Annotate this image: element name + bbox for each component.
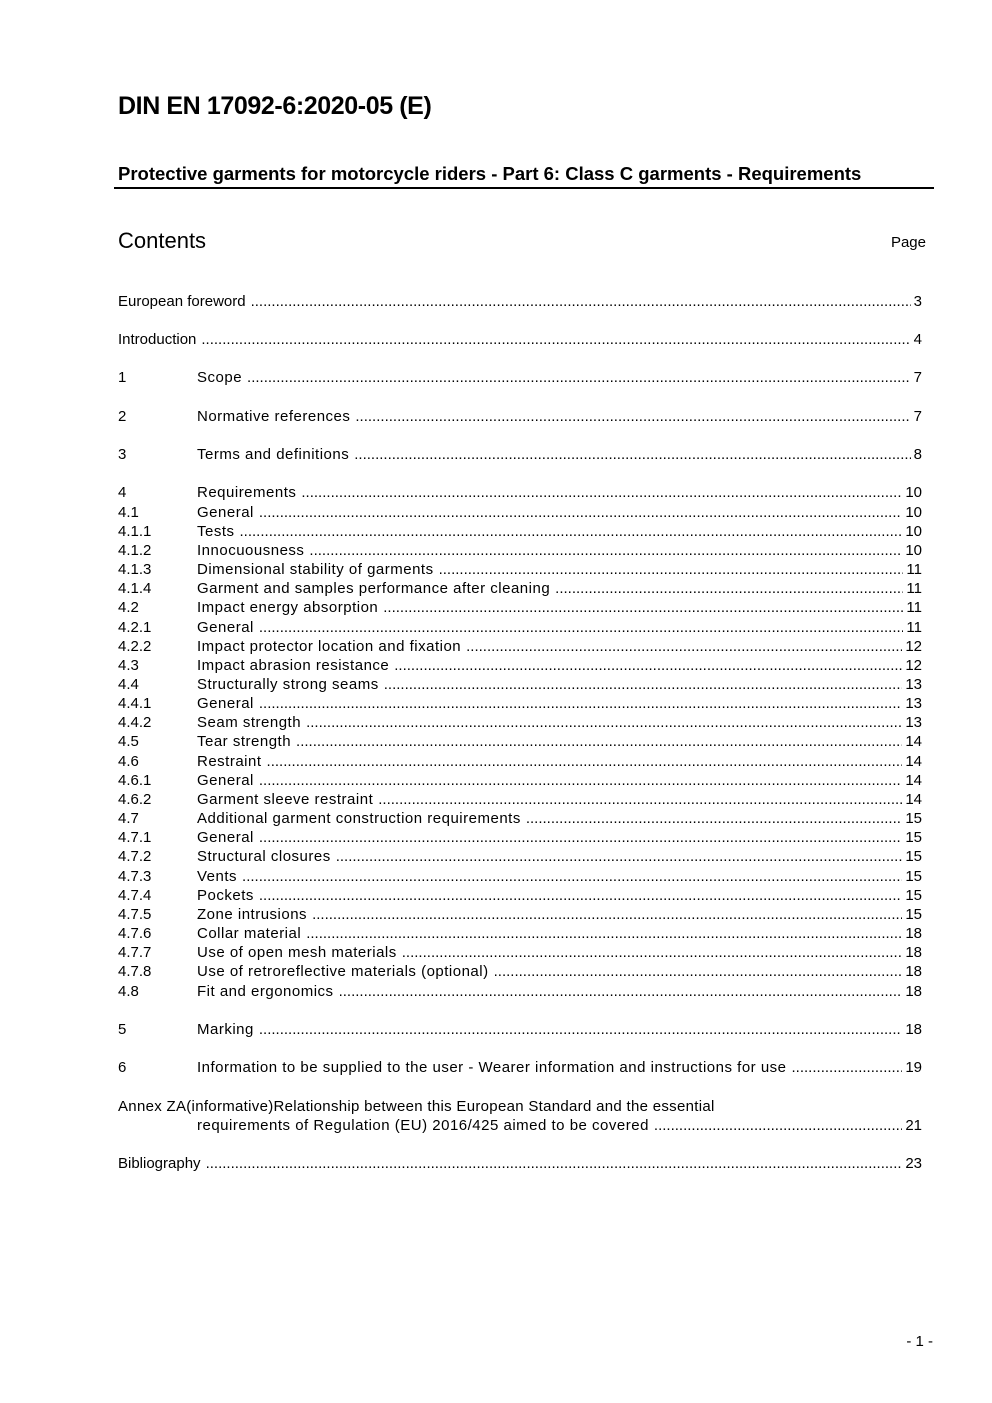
toc-entry-page: 10 bbox=[905, 504, 922, 521]
toc-entry-page: 19 bbox=[905, 1059, 922, 1076]
toc-entry-page: 18 bbox=[905, 983, 922, 1000]
toc-entry-number: 1 bbox=[118, 369, 127, 386]
dot-leader bbox=[259, 1020, 902, 1039]
toc-entry[interactable] bbox=[118, 867, 922, 886]
page-number: - 1 - bbox=[906, 1333, 933, 1350]
toc-entry-page: 10 bbox=[905, 542, 922, 559]
dot-leader bbox=[526, 809, 902, 828]
dot-leader bbox=[402, 943, 903, 962]
dot-leader bbox=[259, 886, 902, 905]
toc-entry-number: 4.4.2 bbox=[118, 714, 152, 731]
toc-entry-page: 15 bbox=[905, 906, 922, 923]
toc-entry-title: Structural closures bbox=[197, 848, 331, 865]
toc-entry-page: 3 bbox=[913, 293, 922, 310]
toc-entry-number: 4.7.3 bbox=[118, 868, 152, 885]
toc-entry-page: 15 bbox=[905, 868, 922, 885]
dot-leader bbox=[306, 924, 902, 943]
toc-entry-title: Information to be supplied to the user - Wearer information and instructions for use bbox=[197, 1059, 787, 1076]
toc-entry-number: 4.7.6 bbox=[118, 925, 152, 942]
toc-entry-title: Bibliography bbox=[118, 1155, 201, 1172]
dot-leader bbox=[336, 847, 903, 866]
toc-entry-number: 4.4.1 bbox=[118, 695, 152, 712]
toc-entry-number: 4.8 bbox=[118, 983, 139, 1000]
toc-entry-page: 10 bbox=[905, 523, 922, 540]
toc-entry[interactable] bbox=[118, 368, 922, 387]
toc-entry-page: 23 bbox=[905, 1155, 922, 1172]
toc-entry[interactable] bbox=[118, 330, 922, 349]
toc-entry[interactable] bbox=[118, 1020, 922, 1039]
dot-leader bbox=[206, 1154, 903, 1173]
toc-entry-page: 4 bbox=[913, 331, 922, 348]
toc-entry-number: 5 bbox=[118, 1021, 127, 1038]
toc-entry[interactable] bbox=[118, 656, 922, 675]
toc-entry-page: 18 bbox=[905, 963, 922, 980]
toc-entry-number: 4.2.1 bbox=[118, 619, 152, 636]
dot-leader bbox=[394, 656, 902, 675]
toc-entry-number: 6 bbox=[118, 1059, 127, 1076]
toc-entry-page: 10 bbox=[905, 484, 922, 501]
toc-entry-title: Use of open mesh materials bbox=[197, 944, 397, 961]
dot-leader bbox=[339, 982, 903, 1001]
toc-entry-title: Dimensional stability of garments bbox=[197, 561, 434, 578]
dot-leader bbox=[383, 598, 903, 617]
toc-entry-title: Tear strength bbox=[197, 733, 292, 750]
toc-entry-title: Zone intrusions bbox=[197, 906, 308, 923]
toc-entry[interactable] bbox=[118, 541, 922, 560]
toc-entry-page: 11 bbox=[906, 561, 922, 578]
toc-entry-title: Tests bbox=[197, 523, 235, 540]
toc-entry-page: 12 bbox=[905, 638, 922, 655]
toc-entry-title: Innocuousness bbox=[197, 542, 305, 559]
toc-entry[interactable] bbox=[118, 771, 922, 790]
toc-entry-title: Restraint bbox=[197, 753, 262, 770]
toc-entry-page: 18 bbox=[905, 1021, 922, 1038]
toc-entry-number: 4.7.4 bbox=[118, 887, 152, 904]
toc-entry[interactable] bbox=[118, 809, 922, 828]
dot-leader bbox=[251, 292, 911, 311]
page-column-heading: Page bbox=[890, 234, 926, 251]
toc-entry[interactable] bbox=[118, 1058, 922, 1077]
toc-entry-bibliography[interactable] bbox=[118, 1154, 922, 1173]
toc-entry-number: 4.5 bbox=[118, 733, 139, 750]
toc-entry-number: 4.7.1 bbox=[118, 829, 152, 846]
dot-leader bbox=[654, 1116, 902, 1135]
document-id: DIN EN 17092-6:2020-05 (E) bbox=[118, 92, 432, 120]
dot-leader bbox=[242, 867, 902, 886]
dot-leader bbox=[247, 368, 911, 387]
toc-entry-page: 15 bbox=[905, 829, 922, 846]
toc-entry-page: 15 bbox=[905, 848, 922, 865]
toc-entry[interactable] bbox=[118, 847, 922, 866]
toc-entry-page: 7 bbox=[913, 408, 922, 425]
toc-entry-page: 11 bbox=[906, 599, 922, 616]
toc-entry-page: 14 bbox=[905, 791, 922, 808]
toc-entry-annex[interactable] bbox=[197, 1116, 922, 1135]
toc-entry-title: Garment and samples performance after cleaning bbox=[197, 580, 551, 597]
toc-entry-number: 4.1.2 bbox=[118, 542, 152, 559]
toc-entry-title: General bbox=[197, 829, 254, 846]
toc-entry[interactable] bbox=[118, 445, 922, 464]
toc-entry-page: 18 bbox=[905, 944, 922, 961]
dot-leader bbox=[201, 330, 910, 349]
toc-entry-title: Impact abrasion resistance bbox=[197, 657, 390, 674]
toc-entry[interactable] bbox=[118, 905, 922, 924]
toc-entry-title: Impact energy absorption bbox=[197, 599, 379, 616]
toc-entry-number: 4.7.8 bbox=[118, 963, 152, 980]
toc-entry-title: Requirements bbox=[197, 484, 297, 501]
toc-entry-number: 4.6 bbox=[118, 753, 139, 770]
toc-entry-title: Collar material bbox=[197, 925, 302, 942]
dot-leader bbox=[306, 713, 902, 732]
toc-entry[interactable] bbox=[118, 713, 922, 732]
toc-entry-page: 11 bbox=[906, 619, 922, 636]
toc-entry-title: Scope bbox=[197, 369, 243, 386]
dot-leader bbox=[296, 732, 902, 751]
toc-entry-title: Introduction bbox=[118, 331, 197, 348]
toc-entry[interactable] bbox=[118, 637, 922, 656]
toc-entry-page: 15 bbox=[905, 887, 922, 904]
toc-entry[interactable] bbox=[118, 522, 922, 541]
dot-leader bbox=[466, 637, 902, 656]
toc-entry-page: 18 bbox=[905, 925, 922, 942]
toc-entry[interactable] bbox=[118, 732, 922, 751]
dot-leader bbox=[354, 445, 910, 464]
toc-entry[interactable] bbox=[118, 292, 922, 311]
toc-entry[interactable] bbox=[118, 560, 922, 579]
toc-entry-title: Marking bbox=[197, 1021, 254, 1038]
toc-entry[interactable] bbox=[118, 618, 922, 637]
dot-leader bbox=[355, 407, 910, 426]
contents-heading: Contents bbox=[118, 228, 207, 253]
dot-leader bbox=[378, 790, 902, 809]
toc-entry-number: 2 bbox=[118, 408, 127, 425]
toc-entry[interactable] bbox=[118, 790, 922, 809]
toc-entry-number: 4.7 bbox=[118, 810, 139, 827]
toc-entry-page: 14 bbox=[905, 733, 922, 750]
header-rule bbox=[114, 187, 934, 189]
toc-entry[interactable] bbox=[118, 943, 922, 962]
toc-entry-page: 8 bbox=[913, 446, 922, 463]
dot-leader bbox=[259, 771, 902, 790]
toc-entry-page: 12 bbox=[905, 657, 922, 674]
toc-entry-title: requirements of Regulation (EU) 2016/425 aimed to be covered bbox=[197, 1117, 649, 1134]
toc-entry-title: European foreword bbox=[118, 293, 246, 310]
toc-entry[interactable] bbox=[118, 579, 922, 598]
toc-entry-title: Seam strength bbox=[197, 714, 302, 731]
toc-entry-page: 11 bbox=[906, 580, 922, 597]
dot-leader bbox=[494, 962, 903, 981]
toc-entry-number: 4.6.1 bbox=[118, 772, 152, 789]
toc-entry-page: 13 bbox=[905, 695, 922, 712]
toc-entry[interactable] bbox=[118, 924, 922, 943]
dot-leader bbox=[439, 560, 904, 579]
toc-entry-number: 3 bbox=[118, 446, 127, 463]
toc-entry-number: 4.2 bbox=[118, 599, 139, 616]
toc-entry[interactable] bbox=[118, 828, 922, 847]
toc-entry-number: 4.2.2 bbox=[118, 638, 152, 655]
toc-entry-page: 14 bbox=[905, 753, 922, 770]
dot-leader bbox=[240, 522, 903, 541]
toc-entry-title: Terms and definitions bbox=[197, 446, 350, 463]
toc-entry-number: 4.1.3 bbox=[118, 561, 152, 578]
toc-entry-page: 13 bbox=[905, 714, 922, 731]
toc-entry-number: 4.7.5 bbox=[118, 906, 152, 923]
toc-entry-page: 21 bbox=[905, 1117, 922, 1134]
toc-entry-number: 4.4 bbox=[118, 676, 139, 693]
toc-entry[interactable] bbox=[118, 962, 922, 981]
toc-entry-page: 14 bbox=[905, 772, 922, 789]
toc-entry-number: 4.1.4 bbox=[118, 580, 152, 597]
toc-entry-page: 13 bbox=[905, 676, 922, 693]
dot-leader bbox=[312, 905, 902, 924]
toc-entry-title: General bbox=[197, 619, 254, 636]
toc-entry[interactable] bbox=[118, 503, 922, 522]
dot-leader bbox=[259, 828, 902, 847]
toc-entry[interactable] bbox=[118, 752, 922, 771]
toc-entry-title: Pockets bbox=[197, 887, 254, 904]
toc-entry-number: 4.7.7 bbox=[118, 944, 152, 961]
dot-leader bbox=[259, 618, 904, 637]
toc-entry-title: Use of retroreflective materials (optional) bbox=[197, 963, 489, 980]
toc-entry-page: 15 bbox=[905, 810, 922, 827]
toc-entry-page: 7 bbox=[913, 369, 922, 386]
dot-leader bbox=[301, 483, 902, 502]
dot-leader bbox=[267, 752, 903, 771]
toc-entry-title: General bbox=[197, 772, 254, 789]
toc-entry-title: General bbox=[197, 695, 254, 712]
toc-entry[interactable] bbox=[118, 694, 922, 713]
toc-entry[interactable] bbox=[118, 675, 922, 694]
toc-entry[interactable] bbox=[118, 407, 922, 426]
dot-leader bbox=[792, 1058, 903, 1077]
toc-entry-title: Normative references bbox=[197, 408, 351, 425]
toc-entry-title: Vents bbox=[197, 868, 238, 885]
dot-leader bbox=[259, 694, 902, 713]
toc-entry-number: 4.7.2 bbox=[118, 848, 152, 865]
toc-entry-title: Garment sleeve restraint bbox=[197, 791, 374, 808]
toc-entry[interactable] bbox=[118, 483, 922, 502]
toc-entry[interactable] bbox=[118, 886, 922, 905]
toc-entry[interactable] bbox=[118, 982, 922, 1001]
toc-entry[interactable] bbox=[118, 598, 922, 617]
toc-entry-number: 4 bbox=[118, 484, 127, 501]
document-subtitle: Protective garments for motorcycle riders - Part 6: Class C garments - Requirements bbox=[118, 163, 862, 184]
toc-entry-title: General bbox=[197, 504, 254, 521]
toc-entry-number: 4.1.1 bbox=[118, 523, 152, 540]
toc-entry-number: 4.1 bbox=[118, 504, 139, 521]
toc-entry-title: Fit and ergonomics bbox=[197, 983, 334, 1000]
dot-leader bbox=[555, 579, 903, 598]
toc-entry-title: Impact protector location and fixation bbox=[197, 638, 462, 655]
dot-leader bbox=[309, 541, 902, 560]
toc-entry-number: 4.3 bbox=[118, 657, 139, 674]
toc-entry-annex-title[interactable]: Annex ZA(informative)Relationship between this European Standard and the essential bbox=[118, 1098, 715, 1115]
toc-entry-title: Additional garment construction requirements bbox=[197, 810, 521, 827]
dot-leader bbox=[259, 503, 902, 522]
dot-leader bbox=[384, 675, 903, 694]
toc-entry-title: Structurally strong seams bbox=[197, 676, 379, 693]
toc-entry-number: 4.6.2 bbox=[118, 791, 152, 808]
